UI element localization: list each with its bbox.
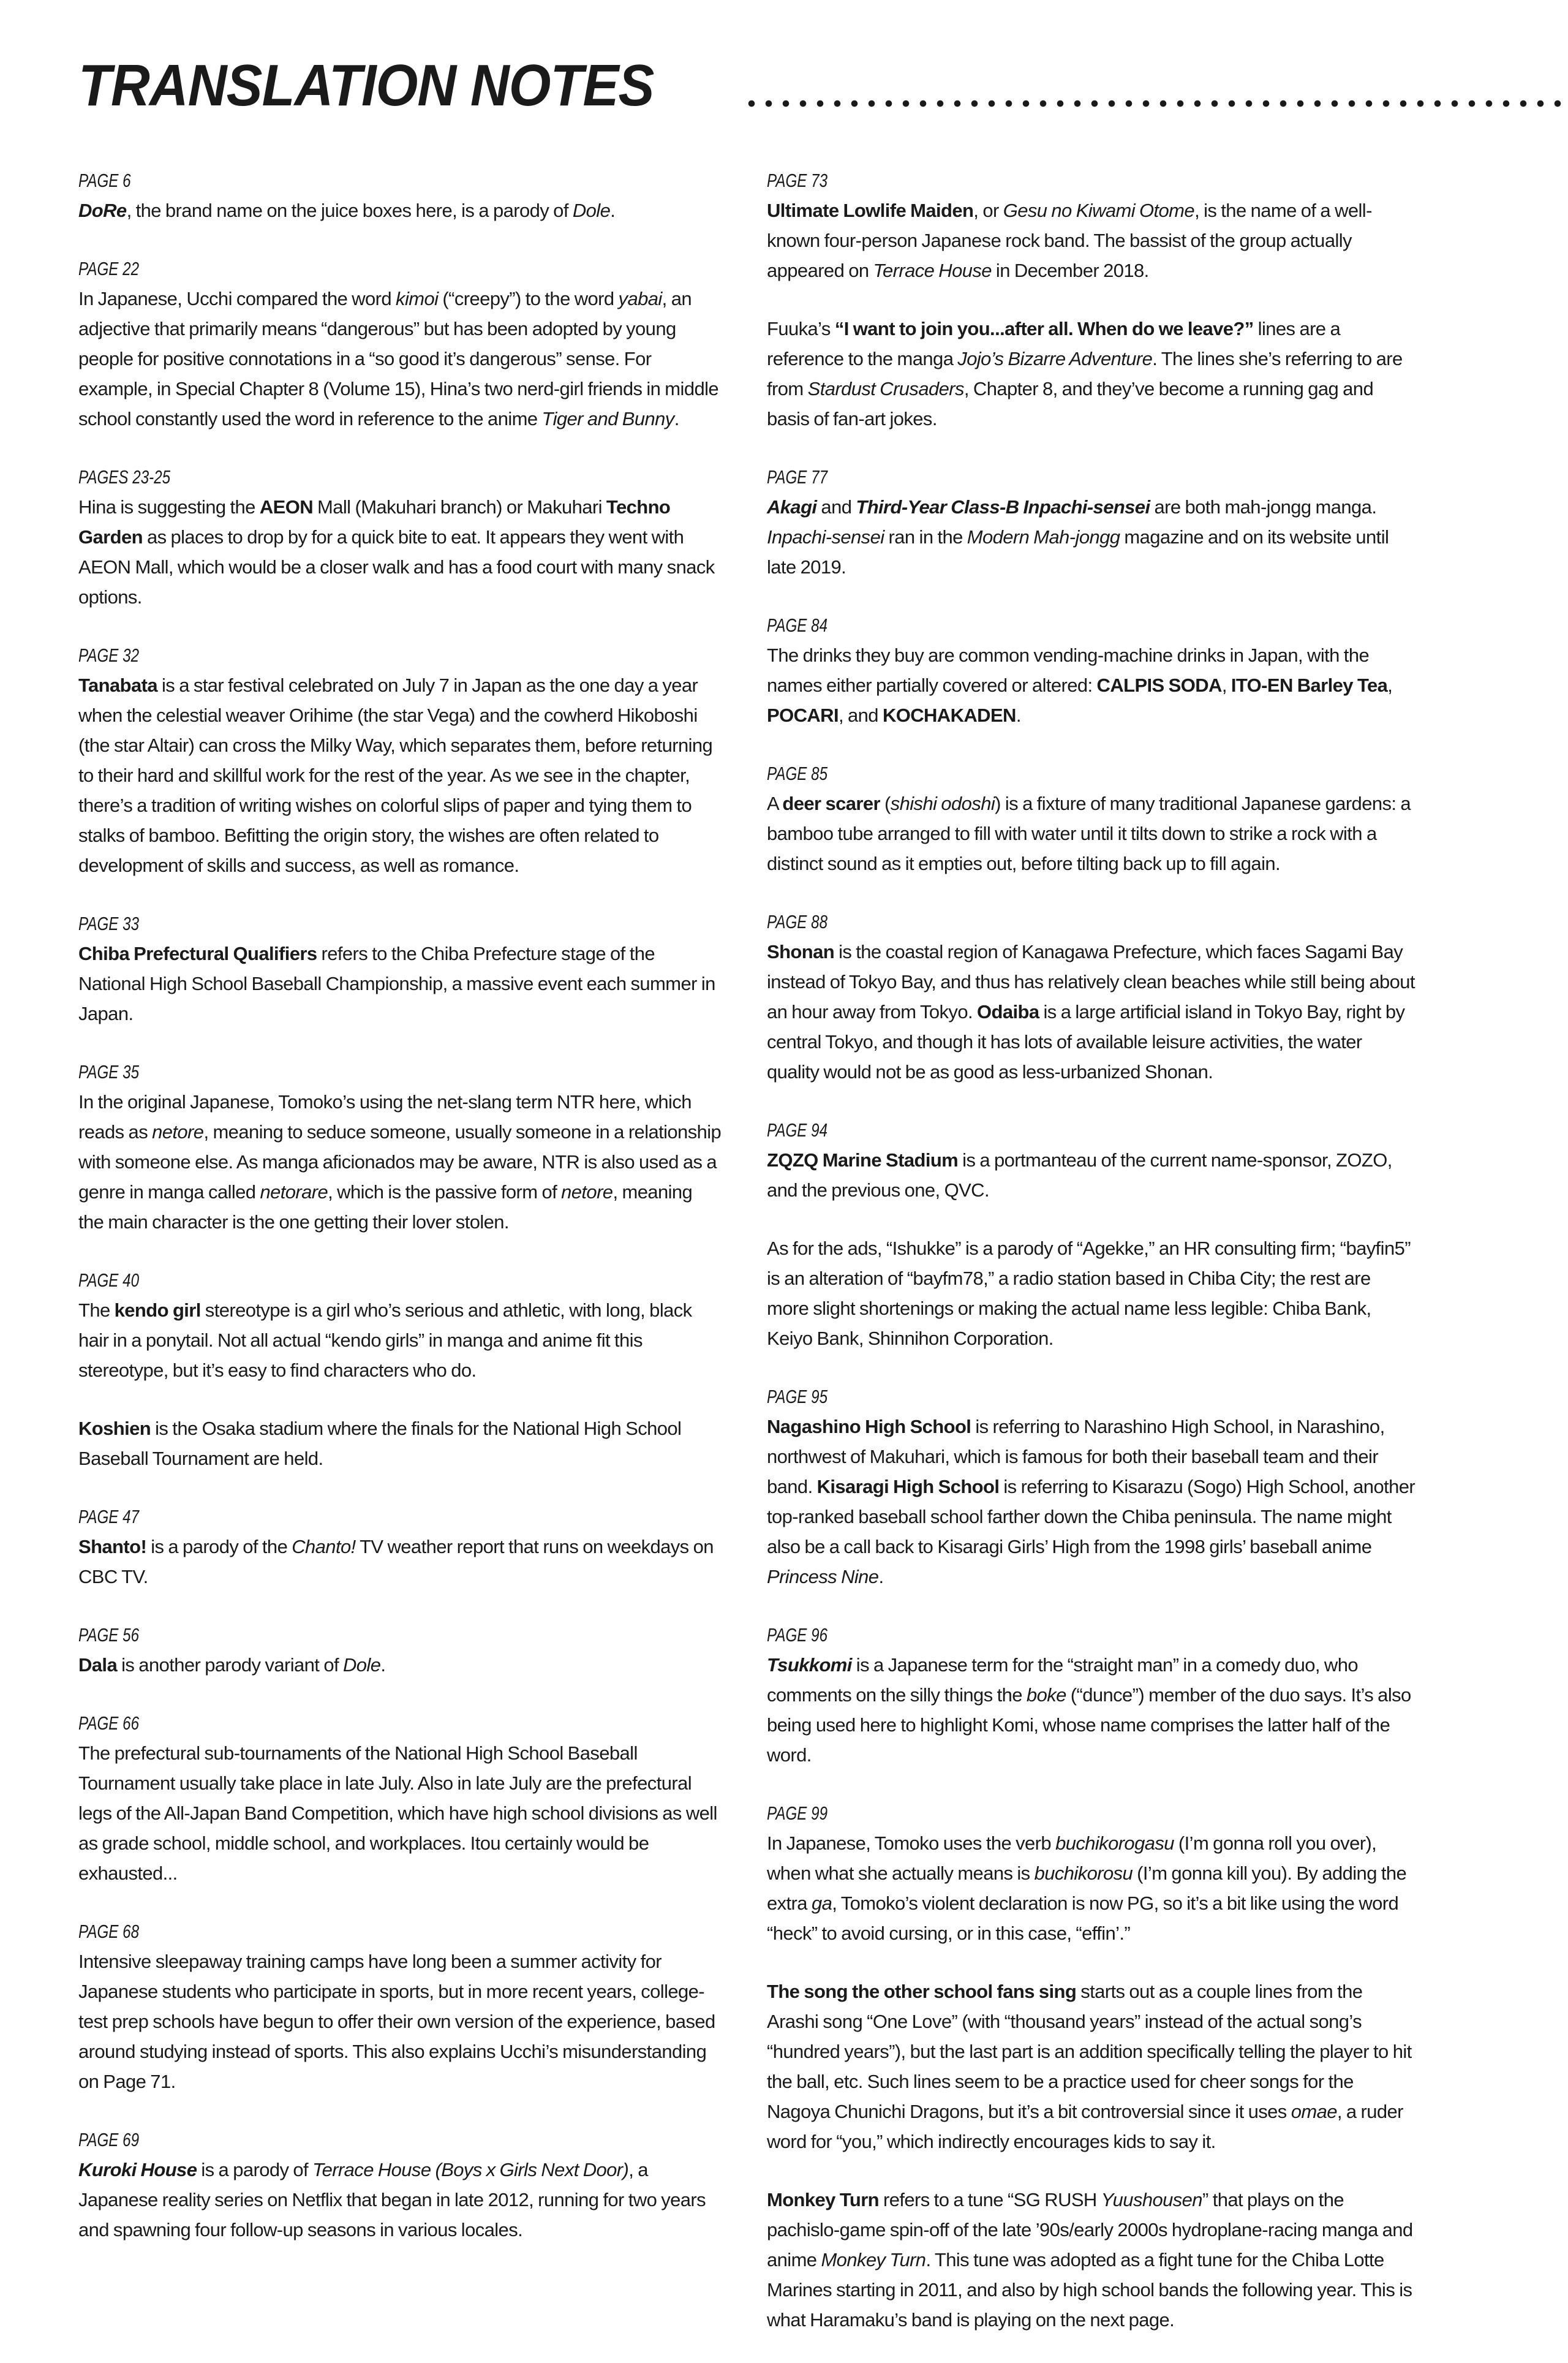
bold-term: ITO-EN Barley Tea <box>1231 675 1388 696</box>
italic-title: Modern Mah-jongg <box>967 526 1120 548</box>
text-run: , meaning to seduce someone, usually someone in a relationship with someone else. As manga aficionados may be aware, NTR is also used as a genre in manga called <box>78 1121 722 1203</box>
note-paragraph <box>767 937 1416 1087</box>
text-run: ran in the <box>884 526 967 548</box>
italic-title: Chanto! <box>292 1536 356 1557</box>
translation-note <box>78 1057 722 1237</box>
note-page-heading: PAGE 73 <box>767 170 828 191</box>
note-paragraph <box>78 195 722 225</box>
translation-note <box>767 165 1416 434</box>
bold-term: Dala <box>78 1654 118 1676</box>
bold-italic-term: Akagi <box>767 496 817 518</box>
note-paragraph <box>78 939 722 1029</box>
text-run: (I’m gonna kill you). By adding the extra <box>767 1862 1407 1914</box>
bold-term: kendo girl <box>114 1299 201 1321</box>
bold-term: Tanabata <box>78 675 157 696</box>
italic-title: Jojo’s Bizarre Adventure <box>957 348 1153 369</box>
text-run: . <box>674 408 679 429</box>
note-page-heading: PAGE 99 <box>767 1802 828 1824</box>
text-run: Hina is suggesting the <box>78 496 260 518</box>
text-run: ) is a fixture of many traditional Japanese gardens: a bamboo tube arranged to fill with water until it tilts down to strike a rock with a distinct sound as it empties out, before tilting back up to fill again. <box>767 793 1411 874</box>
dotted-rule-divider <box>743 99 1568 108</box>
text-run: lines are a reference to the manga <box>767 318 1341 369</box>
italic-title: boke <box>1026 1684 1066 1706</box>
text-run: stereotype is a girl who’s serious and athletic, with long, black hair in a ponytail. Not all actual “kendo girls” in manga and anime fit this stereotype, but it’s easy to find characters who do. <box>78 1299 692 1381</box>
text-run: . <box>878 1566 884 1587</box>
bold-term: Ultimate Lowlife Maiden <box>767 200 974 221</box>
italic-title: Dole <box>572 200 611 221</box>
text-run: refers to the Chiba Prefecture stage of the National High School Baseball Championship, a massive event each summer in Japan. <box>78 943 715 1024</box>
italic-title: Tiger and Bunny <box>541 408 674 429</box>
text-run: , <box>1387 675 1393 696</box>
bold-term: deer scarer <box>782 793 880 814</box>
translation-note <box>78 1708 722 1888</box>
bold-term: Techno Garden <box>78 496 671 548</box>
left-column <box>78 165 722 2273</box>
text-run: is a parody of <box>197 2159 313 2180</box>
bold-italic-term: DoRe <box>78 200 127 221</box>
italic-title: shishi odoshi <box>890 793 995 814</box>
text-run: , is the name of a well-known four-person Japanese rock band. The bassist of the group actually appeared on <box>767 200 1372 281</box>
translation-note <box>78 462 722 612</box>
note-paragraph <box>78 1087 722 1237</box>
note-page-heading: PAGE 6 <box>78 170 131 191</box>
text-run: In the original Japanese, Tomoko’s using the net-slang term NTR here, which reads as <box>78 1091 692 1143</box>
italic-title: Princess Nine <box>767 1566 879 1587</box>
translation-note <box>767 907 1416 1087</box>
note-paragraph <box>767 195 1416 285</box>
italic-title: Yuushousen <box>1101 2189 1202 2210</box>
italic-title: ga <box>811 1892 832 1914</box>
note-paragraph <box>78 670 722 880</box>
text-run: is a large artificial island in Tokyo Bay, right by central Tokyo, and though it has lots of available leisure activities, the water quality would not be as good as less-urbanized Shonan. <box>767 1001 1405 1083</box>
note-page-heading: PAGE 32 <box>78 645 140 666</box>
text-run: The drinks they buy are common vending-machine drinks in Japan, with the names either partially covered or altered: <box>767 645 1370 696</box>
note-paragraph <box>78 492 722 612</box>
note-paragraph <box>767 1976 1416 2157</box>
translation-note <box>78 2125 722 2245</box>
italic-title: kimoi <box>396 288 439 309</box>
text-run: is another parody variant of <box>117 1654 343 1676</box>
italic-title: Monkey Turn <box>821 2249 926 2270</box>
translation-note <box>767 610 1416 730</box>
note-page-heading: PAGE 96 <box>767 1624 828 1646</box>
translation-note <box>78 254 722 434</box>
text-run: In Japanese, Ucchi compared the word <box>78 288 396 309</box>
translation-note <box>78 1502 722 1592</box>
text-run: . <box>610 200 616 221</box>
note-page-heading: PAGE 33 <box>78 913 140 934</box>
bold-term: CALPIS SODA <box>1096 675 1222 696</box>
note-page-heading: PAGES 23-25 <box>78 466 171 488</box>
text-run: . This tune was adopted as a fight tune for the Chiba Lotte Marines starting in 2011, and also by high school bands the following year. This is what Haramaku’s band is playing on the next page. <box>767 2249 1412 2331</box>
text-run: , Tomoko’s violent declaration is now PG, so it’s a bit like using the word “heck” to avoid cursing, or in this case, “effin’.” <box>767 1892 1399 1944</box>
note-page-heading: PAGE 84 <box>767 614 828 636</box>
italic-title: Dole <box>342 1654 381 1676</box>
text-run: , or <box>973 200 1003 221</box>
text-run: . <box>1016 705 1021 726</box>
note-page-heading: PAGE 68 <box>78 1921 140 1942</box>
text-run: , the brand name on the juice boxes here, is a parody of <box>126 200 573 221</box>
text-run: is the Osaka stadium where the finals for the National High School Baseball Tournament are held. <box>78 1418 682 1469</box>
note-paragraph <box>78 284 722 434</box>
text-run: TV weather report that runs on weekdays on CBC TV. <box>78 1536 714 1587</box>
italic-title: yabai <box>618 288 662 309</box>
translation-note <box>767 1115 1416 1353</box>
text-run: In Japanese, Tomoko uses the verb <box>767 1832 1056 1854</box>
note-paragraph <box>78 1413 722 1473</box>
text-run: is a Japanese term for the “straight man” in a comedy duo, who comments on the silly things the <box>767 1654 1359 1706</box>
translation-note <box>78 1265 722 1473</box>
text-run: is a portmanteau of the current name-sponsor, ZOZO, and the previous one, QVC. <box>767 1149 1392 1201</box>
note-page-heading: PAGE 40 <box>78 1269 140 1291</box>
italic-title: Terrace House <box>873 260 992 281</box>
note-page-heading: PAGE 95 <box>767 1386 828 1407</box>
text-run: , an adjective that primarily means “dangerous” but has been adopted by young people for positive connotations in a “so good it’s dangerous” sense. For example, in Special Chapter 8 (Volume 15), Hina’s two nerd-girl friends in middle school constantly used the word in reference to the anime <box>78 288 719 429</box>
text-run: , <box>1221 675 1231 696</box>
note-paragraph <box>767 492 1416 582</box>
text-run: magazine and on its website until late 2019. <box>767 526 1389 578</box>
bold-term: Koshien <box>78 1418 151 1439</box>
note-page-heading: PAGE 56 <box>78 1624 140 1646</box>
translation-note <box>78 1916 722 2096</box>
bold-term: Nagashino High School <box>767 1416 971 1437</box>
translation-note <box>767 462 1416 582</box>
note-paragraph <box>78 1532 722 1592</box>
note-paragraph <box>767 1650 1416 1770</box>
note-page-heading: PAGE 77 <box>767 466 828 488</box>
bold-term: Odaiba <box>977 1001 1039 1023</box>
translation-note <box>767 1382 1416 1592</box>
note-page-heading: PAGE 47 <box>78 1506 140 1527</box>
bold-italic-term: Tsukkomi <box>767 1654 852 1676</box>
note-paragraph <box>767 1233 1416 1353</box>
text-run: Fuuka’s <box>767 318 835 339</box>
translation-note <box>767 1620 1416 1770</box>
italic-title: buchikorosu <box>1034 1862 1133 1884</box>
italic-title: omae <box>1291 2101 1337 2122</box>
text-run: and <box>816 496 856 518</box>
note-paragraph <box>767 788 1416 879</box>
translation-note <box>78 909 722 1029</box>
bold-term: Chiba Prefectural Qualifiers <box>78 943 317 964</box>
right-column <box>767 165 1416 2363</box>
bold-term: The song the other school fans sing <box>767 1981 1077 2002</box>
note-paragraph <box>767 640 1416 730</box>
note-paragraph <box>767 2185 1416 2335</box>
italic-title: netore <box>152 1121 204 1143</box>
translation-note <box>78 640 722 880</box>
page-title: TRANSLATION NOTES <box>78 52 654 118</box>
bold-term: AEON <box>259 496 314 518</box>
note-paragraph <box>78 2155 722 2245</box>
bold-term: Shanto! <box>78 1536 147 1557</box>
note-page-heading: PAGE 88 <box>767 911 828 932</box>
text-run: A <box>767 793 783 814</box>
text-run: starts out as a couple lines from the Arashi song “One Love” (with “thousand years” instead of the actual song’s “hundred years”), but the last part is an addition specifically telling the player to hit the ball, etc. Such lines seem to be a practice used for cheer songs for the Nagoya Chunichi Dragons, but it’s a bit controversial since it uses <box>767 1981 1412 2122</box>
note-page-heading: PAGE 69 <box>78 2129 140 2150</box>
translation-note <box>78 1620 722 1680</box>
text-run: as places to drop by for a quick bite to eat. It appears they went with AEON Mall, which would be a closer walk and has a food court with many snack options. <box>78 526 715 608</box>
bold-italic-term: Third-Year Class-B Inpachi-sensei <box>856 496 1150 518</box>
note-paragraph <box>78 1738 722 1888</box>
text-run: The <box>78 1299 115 1321</box>
text-run: ” that plays on the pachislo-game spin-off of the late ’90s/early 2000s hydroplane-racing manga and anime <box>767 2189 1413 2270</box>
text-run: (“creepy”) to the word <box>438 288 619 309</box>
note-page-heading: PAGE 85 <box>767 763 828 784</box>
bold-italic-term: Kuroki House <box>78 2159 197 2180</box>
text-run: . <box>380 1654 386 1676</box>
bold-term: KOCHAKADEN <box>882 705 1016 726</box>
text-run: are both mah-jongg manga. <box>1150 496 1377 518</box>
text-run: , meaning the main character is the one getting their lover stolen. <box>78 1181 693 1233</box>
text-run: The prefectural sub-tournaments of the National High School Baseball Tournament usually take place in late July. Also in late July are the prefectural legs of the All-Japan Band Competition, which have high school divisions as well as grade school, middle school, and workplaces. Itou certainly would be exhausted... <box>78 1742 717 1884</box>
bold-term: Kisaragi High School <box>816 1476 1000 1497</box>
text-run: is a parody of the <box>146 1536 292 1557</box>
translation-note <box>78 165 722 225</box>
text-run: Intensive sleepaway training camps have long been a summer activity for Japanese students who participate in sports, but in more recent years, college-test prep schools have begun to offer their own version of the experience, based around studying instead of sports. This also explains Ucchi’s misunderstanding on Page 71. <box>78 1951 715 2092</box>
text-run: refers to a tune “SG RUSH <box>879 2189 1101 2210</box>
text-run: As for the ads, “Ishukke” is a parody of “Agekke,” an HR consulting firm; “bayfin5” is an alteration of “bayfm78,” a radio station based in Chiba City; the rest are more slight shortenings or making the actual name less legible: Chiba Bank, Keiyo Bank, Shinnihon Corporation. <box>767 1238 1411 1349</box>
note-paragraph <box>767 1412 1416 1592</box>
italic-title: netore <box>561 1181 613 1203</box>
text-run: , a ruder word for “you,” which indirectly encourages kids to say it. <box>767 2101 1403 2152</box>
note-page-heading: PAGE 22 <box>78 258 140 279</box>
italic-title: netorare <box>260 1181 328 1203</box>
text-run: ( <box>880 793 891 814</box>
italic-title: Inpachi-sensei <box>767 526 884 548</box>
text-run: (“dunce”) member of the duo says. It’s also being used here to highlight Komi, whose name comprises the latter half of the word. <box>767 1684 1411 1766</box>
note-paragraph <box>78 1650 722 1680</box>
bold-term: ZQZQ Marine Stadium <box>767 1149 959 1171</box>
note-paragraph <box>78 1946 722 2096</box>
text-run: is the coastal region of Kanagawa Prefecture, which faces Sagami Bay instead of Tokyo Bay, and thus has relatively clean beaches while still being about an hour away from Tokyo. <box>767 941 1415 1023</box>
text-run: , which is the passive form of <box>328 1181 562 1203</box>
italic-title: Stardust Crusaders <box>807 378 964 399</box>
translation-note <box>767 1798 1416 2335</box>
note-page-heading: PAGE 35 <box>78 1061 140 1083</box>
text-run: is referring to Kisarazu (Sogo) High School, another top-ranked baseball school farther down the Chiba peninsula. The name might also be a call back to Kisaragi Girls’ High from the 1998 girls’ baseball anime <box>767 1476 1415 1557</box>
translation-note <box>767 758 1416 879</box>
bold-term: POCARI <box>767 705 839 726</box>
italic-title: Gesu no Kiwami Otome <box>1003 200 1195 221</box>
note-paragraph <box>78 1295 722 1385</box>
text-run: , a Japanese reality series on Netflix that began in late 2012, running for two years and spawning four follow-up seasons in various locales. <box>78 2159 706 2240</box>
italic-title: buchikorogasu <box>1055 1832 1174 1854</box>
note-paragraph <box>767 1828 1416 1948</box>
text-run: is referring to Narashino High School, in Narashino, northwest of Makuhari, which is famous for both their baseball team and their band. <box>767 1416 1385 1497</box>
text-run: Mall (Makuhari branch) or Makuhari <box>313 496 606 518</box>
text-run: (I’m gonna roll you over), when what she actually means is <box>767 1832 1377 1884</box>
text-run: , Chapter 8, and they’ve become a running gag and basis of fan-art jokes. <box>767 378 1374 429</box>
text-run: in December 2018. <box>991 260 1149 281</box>
note-page-heading: PAGE 94 <box>767 1119 828 1141</box>
bold-term: Shonan <box>767 941 835 962</box>
text-run: . The lines she’s referring to are from <box>767 348 1403 399</box>
note-paragraph <box>767 1145 1416 1205</box>
page-header <box>78 52 1568 134</box>
note-paragraph <box>767 314 1416 434</box>
bold-term: “I want to join you...after all. When do we leave?” <box>834 318 1254 339</box>
note-page-heading: PAGE 66 <box>78 1712 140 1734</box>
text-run: , and <box>838 705 883 726</box>
bold-term: Monkey Turn <box>767 2189 880 2210</box>
text-run: is a star festival celebrated on July 7 in Japan as the one day a year when the celestial weaver Orihime (the star Vega) and the cowherd Hikoboshi (the star Altair) can cross the Milky Way, which separates them, before returning to their hard and skillful work for the rest of the year. As we see in the chapter, there’s a tradition of writing wishes on colorful slips of paper and tying them to stalks of bamboo. Befitting the origin story, the wishes are often related to development of skills and success, as well as romance. <box>78 675 713 876</box>
italic-title: Terrace House (Boys x Girls Next Door) <box>312 2159 629 2180</box>
